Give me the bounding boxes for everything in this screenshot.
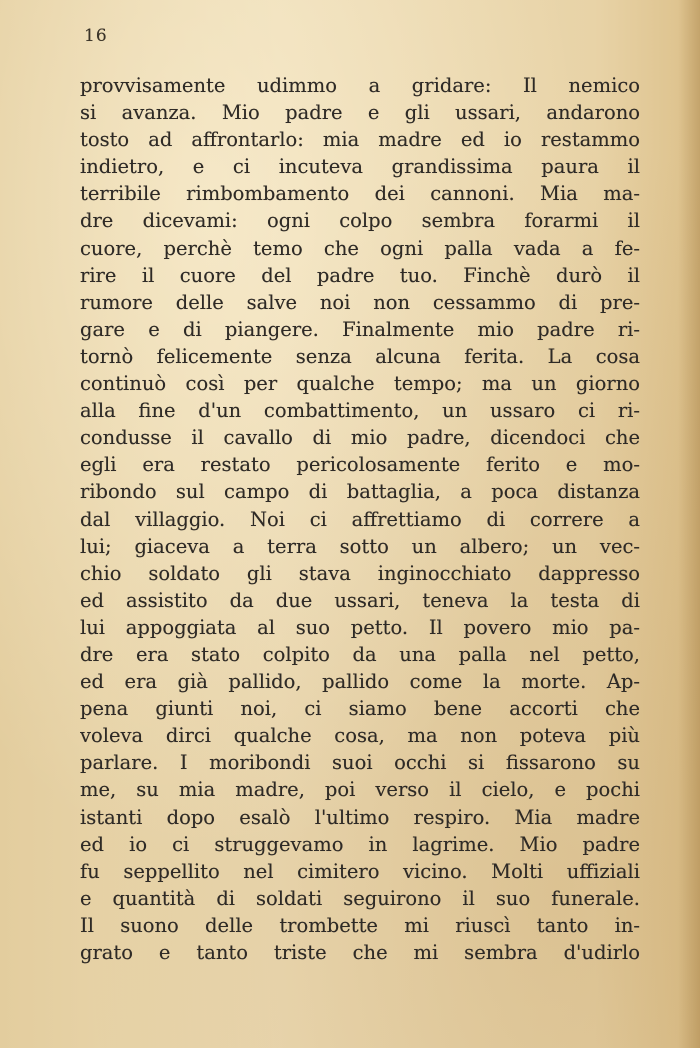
text-line: e quantità di soldati seguirono il suo funerale. [80, 886, 640, 910]
text-line: continuò così per qualche tempo; ma un giorno [80, 372, 640, 396]
text-line: rire il cuore del padre tuo. Finchè durò il [80, 263, 640, 287]
page-number: 16 [84, 26, 108, 46]
text-line: alla fine d'un combattimento, un ussaro ci ri- [80, 399, 640, 423]
text-line: terribile rimbombamento dei cannoni. Mia ma- [80, 182, 640, 206]
text-line: lui appoggiata al suo petto. Il povero mio pa- [80, 615, 640, 639]
text-line: gare e di piangere. Finalmente mio padre ri- [80, 317, 640, 341]
text-line: tosto ad affrontarlo: mia madre ed io restammo [80, 128, 640, 152]
text-line: rumore delle salve noi non cessammo di pre- [80, 290, 640, 314]
page-edge-shadow [678, 0, 700, 1048]
text-line: ed assistito da due ussari, teneva la testa di [80, 588, 640, 612]
text-line: tornò felicemente senza alcuna ferita. La cosa [80, 344, 640, 368]
text-line: pena giunti noi, ci siamo bene accorti che [80, 697, 640, 721]
text-line: provvisamente udimmo a gridare: Il nemico [80, 74, 640, 97]
text-line: dre dicevami: ogni colpo sembra forarmi il [80, 209, 640, 233]
text-line: ribondo sul campo di battaglia, a poca distanza [80, 480, 640, 504]
text-line: indietro, e ci incuteva grandissima paura il [80, 155, 640, 179]
text-line: Il suono delle trombette mi riuscì tanto in- [80, 913, 640, 937]
body-text [80, 72, 640, 966]
text-line: ed io ci struggevamo in lagrime. Mio padre [80, 832, 640, 856]
text-line: grato e tanto triste che mi sembra d'udirlo [80, 941, 640, 964]
text-line: lui; giaceva a terra sotto un albero; un vec- [80, 534, 640, 558]
text-line: dal villaggio. Noi ci affrettiamo di correre a [80, 507, 640, 531]
text-line: dre era stato colpito da una palla nel petto, [80, 642, 640, 666]
text-line: condusse il cavallo di mio padre, dicendoci che [80, 426, 640, 450]
text-line: me, su mia madre, poi verso il cielo, e pochi [80, 778, 640, 802]
text-line: fu seppellito nel cimitero vicino. Molti uffiziali [80, 859, 640, 883]
text-line: si avanza. Mio padre e gli ussari, andarono [80, 101, 640, 125]
text-line: istanti dopo esalò l'ultimo respiro. Mia madre [80, 805, 640, 829]
text-line: cuore, perchè temo che ogni palla vada a fe- [80, 236, 640, 260]
text-line: parlare. I moribondi suoi occhi si fissarono su [80, 751, 640, 775]
text-line: voleva dirci qualche cosa, ma non poteva più [80, 724, 640, 748]
text-line: ed era già pallido, pallido come la morte. Ap- [80, 670, 640, 694]
text-line: egli era restato pericolosamente ferito e mo- [80, 453, 640, 477]
text-line: chio soldato gli stava inginocchiato dappresso [80, 561, 640, 585]
